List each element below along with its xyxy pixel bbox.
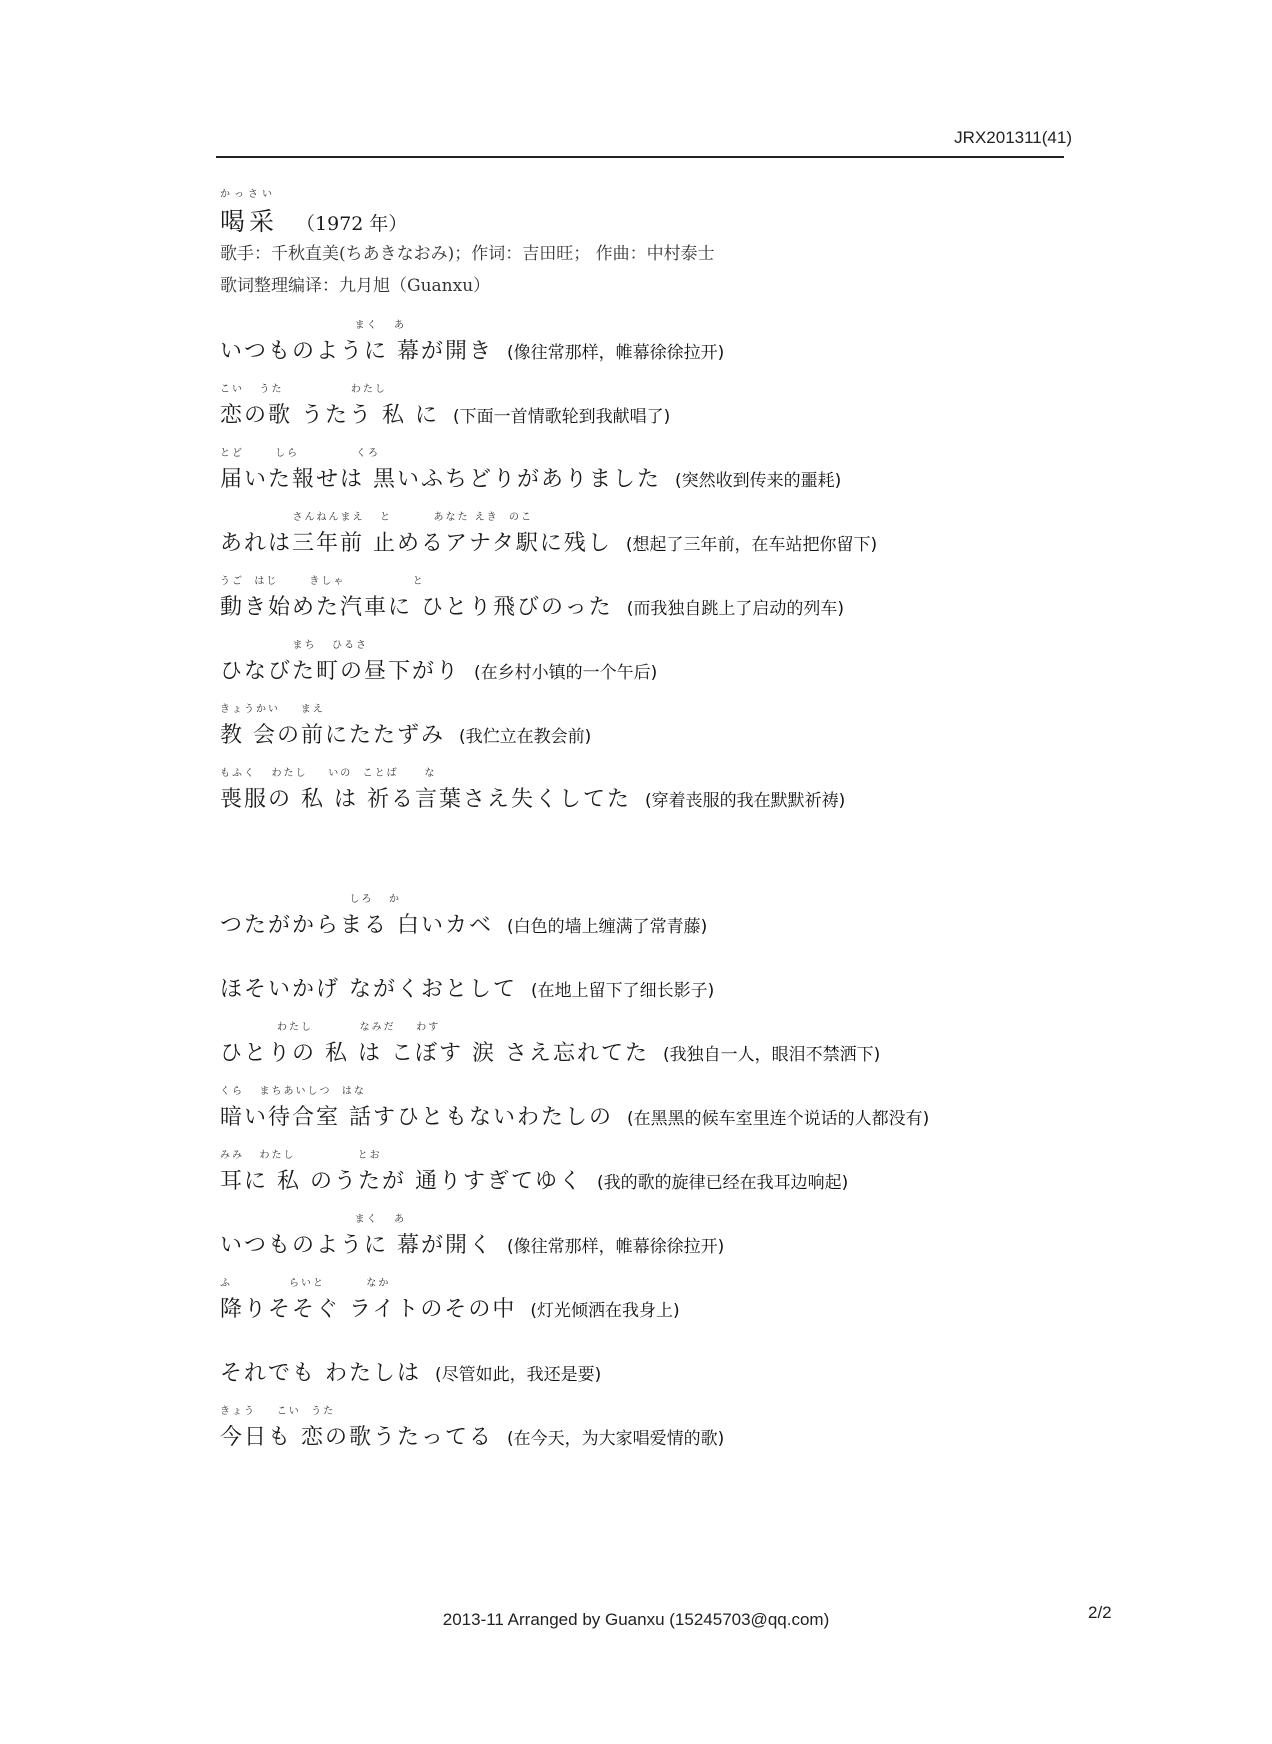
lyric-line (220, 1206, 1070, 1270)
lyric-body (220, 718, 591, 749)
lyric-body (220, 1420, 724, 1451)
lyric-body (220, 462, 841, 493)
lyric-body (220, 782, 845, 813)
lyric-chinese-translation: (像往常那样，帷幕徐徐拉开) (507, 1237, 725, 1257)
title-furigana: かっさい (220, 189, 276, 200)
lyric-body (220, 526, 877, 557)
lyric-furigana: まち ひるさ (220, 640, 369, 651)
song-header (220, 188, 1060, 302)
lyric-japanese: ひなびた町の昼下がり (220, 659, 461, 684)
lyric-japanese: ほそいかげ ながくおとして (220, 977, 517, 1002)
lyric-japanese: あれは三年前 止めるアナタ駅に残し (220, 531, 612, 556)
verse-1 (220, 312, 1070, 824)
verse-gap (220, 824, 1070, 886)
lyric-chinese-translation: (白色的墙上缠满了常青藤) (507, 917, 708, 937)
lyric-furigana: わたし なみだ わす (220, 1022, 441, 1033)
lyric-body (220, 1164, 848, 1195)
title-line (220, 202, 1060, 238)
lyric-furigana: まく あ (220, 1214, 407, 1225)
lyric-japanese: 暗い待合室 話すひともないわたしの (220, 1105, 613, 1130)
lyric-line (220, 504, 1070, 568)
lyric-line (220, 696, 1070, 760)
document-code: JRX201311(41) (954, 128, 1072, 147)
lyric-chinese-translation: (我的歌的旋律已经在我耳边响起) (596, 1173, 849, 1193)
lyric-chinese-translation: (而我独自跳上了启动的列车) (626, 599, 845, 619)
arranger-credit: 歌词整理编译：九月旭（Guanxu） (220, 276, 491, 296)
lyric-chinese-translation: (像往常那样，帷幕徐徐拉开) (507, 343, 725, 363)
lyric-japanese: 喪服の 私 は 祈る言葉さえ失くしてた (220, 787, 631, 812)
lyric-japanese: 耳に 私 のうたが 通りすぎてゆく (220, 1169, 583, 1194)
lyric-line (220, 1270, 1070, 1334)
lyric-chinese-translation: (我伫立在教会前) (459, 727, 592, 747)
lyric-chinese-translation: (在黑黑的候车室里连个说话的人都没有) (627, 1109, 930, 1129)
song-title: 喝采 (220, 207, 279, 236)
lyric-furigana: とど しら くろ (220, 448, 381, 459)
lyric-furigana: もふく わたし いの ことば な (220, 768, 437, 779)
lyric-furigana: きょう こい うた (220, 1406, 336, 1417)
lyric-line (220, 760, 1070, 824)
lyric-japanese: いつものように 幕が開き (220, 339, 493, 364)
lyric-line (220, 632, 1070, 696)
lyric-chinese-translation: (灯光倾洒在我身上) (530, 1301, 680, 1321)
lyric-furigana: きょうかい まえ (220, 704, 325, 715)
lyric-japanese: つたがからまる 白いカベ (220, 913, 493, 938)
lyric-line (220, 950, 1070, 1014)
lyric-body (220, 1292, 680, 1323)
lyric-body (220, 1036, 880, 1067)
lyric-furigana: ふ らいと なか (220, 1278, 391, 1289)
lyric-body (220, 398, 670, 429)
lyric-line (220, 440, 1070, 504)
lyric-line (220, 1142, 1070, 1206)
lyric-line (220, 1398, 1070, 1462)
song-year: （1972 年） (296, 213, 408, 235)
lyric-line (220, 568, 1070, 632)
lyric-japanese: それでも わたしは (220, 1361, 421, 1386)
lyric-chinese-translation: (想起了三年前，在车站把你留下) (625, 535, 878, 555)
verse-2 (220, 886, 1070, 1462)
lyric-line (220, 312, 1070, 376)
lyric-chinese-translation: (我独自一人，眼泪不禁洒下) (662, 1045, 881, 1065)
lyric-japanese: 降りそそぐ ライトのその中 (220, 1297, 517, 1322)
lyric-japanese: 動き始めた汽車に ひとり飛びのった (220, 595, 613, 620)
lyric-furigana: しろ か (220, 894, 402, 905)
header-rule (216, 156, 1064, 158)
lyric-body (220, 654, 657, 685)
lyric-japanese: いつものように 幕が開く (220, 1233, 493, 1258)
lyric-body (220, 1228, 724, 1259)
lyric-japanese: 教 会の前にたたずみ (220, 723, 445, 748)
lyrics-body (220, 312, 1070, 1462)
lyric-japanese: 届いた報せは 黒いふちどりがありました (220, 467, 661, 492)
lyric-line (220, 1334, 1070, 1398)
lyric-body (220, 590, 844, 621)
lyric-furigana: さんねんまえ と あなた えき のこ (220, 512, 534, 523)
lyric-chinese-translation: (在今天，为大家唱爱情的歌) (507, 1429, 725, 1449)
lyric-body (220, 972, 714, 1003)
lyric-body (220, 334, 724, 365)
lyric-japanese: 恋の歌 うたう 私 に (220, 403, 439, 428)
lyric-chinese-translation: (尽管如此，我还是要) (435, 1365, 602, 1385)
lyric-japanese: 今日も 恋の歌うたってる (220, 1425, 493, 1450)
lyric-line (220, 1078, 1070, 1142)
lyric-chinese-translation: (在乡村小镇的一个午后) (474, 663, 658, 683)
lyric-furigana: こい うた わたし (220, 384, 387, 395)
lyric-chinese-translation: (下面一首情歌轮到我献唱了) (452, 407, 671, 427)
lyric-line (220, 1014, 1070, 1078)
lyric-body (220, 1100, 929, 1131)
lyric-furigana: まく あ (220, 320, 407, 331)
lyric-furigana: くら まちあいしつ はな (220, 1086, 366, 1097)
lyric-chinese-translation: (突然收到传来的噩耗) (675, 471, 842, 491)
lyric-japanese: ひとりの 私 は こぼす 涙 さえ忘れてた (220, 1041, 649, 1066)
song-credits: 歌手：千秋直美(ちあきなおみ)；作词：吉田旺； 作曲：中村泰士 (220, 244, 715, 264)
lyric-chinese-translation: (穿着丧服的我在默默祈祷) (644, 791, 846, 811)
footer-credit: 2013-11 Arranged by Guanxu (15245703@qq.com) (442, 1610, 830, 1629)
lyric-line (220, 376, 1070, 440)
lyric-body (220, 1356, 601, 1387)
lyric-line (220, 886, 1070, 950)
lyric-furigana: うご はじ きしゃ と (220, 576, 425, 587)
lyric-furigana: みみ わたし とお (220, 1150, 382, 1161)
lyric-chinese-translation: (在地上留下了细长影子) (531, 981, 715, 1001)
page-number: 2/2 (1088, 1603, 1112, 1622)
lyric-body (220, 908, 707, 939)
